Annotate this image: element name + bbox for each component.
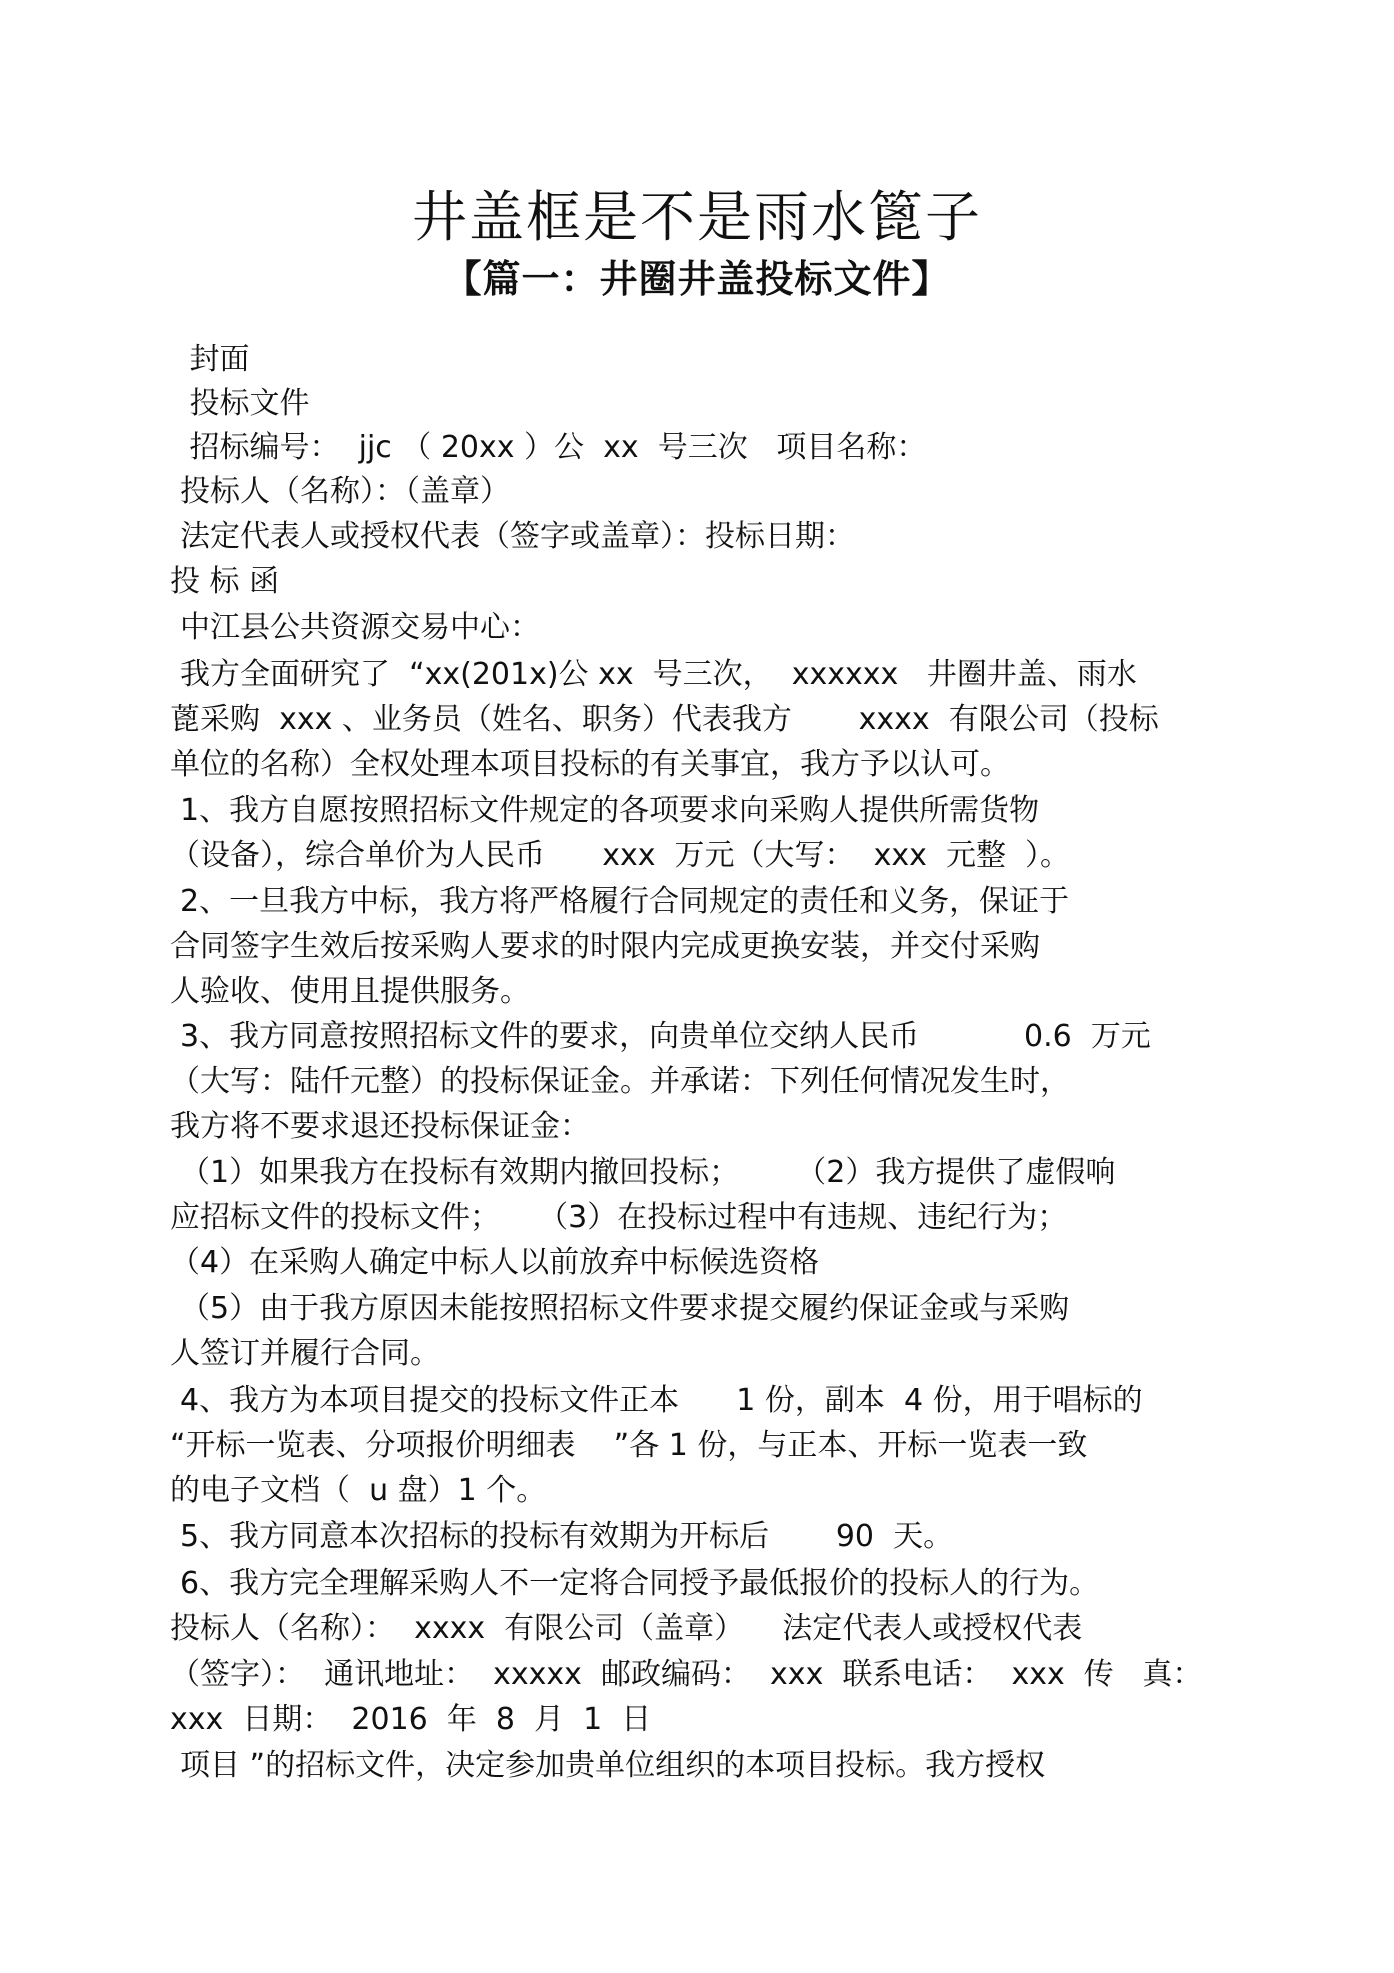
body-line: （4）在采购人确定中标人以前放弃中标候选资格 <box>170 1245 820 1280</box>
body-line: 法定代表人或授权代表（签字或盖章）：投标日期： <box>180 519 855 554</box>
body-line: （设备），综合单价为人民币 xxx 万元（大写： xxx 元整 ）。 <box>170 838 1071 873</box>
body-line: （1）如果我方在投标有效期内撤回投标； （2）我方提供了虚假响 <box>180 1155 1116 1190</box>
body-line: 的电子文档（ u 盘）1 个。 <box>170 1473 547 1508</box>
body-line: 2、一旦我方中标，我方将严格履行合同规定的责任和义务，保证于 <box>180 884 1070 919</box>
body-line: 6、我方完全理解采购人不一定将合同授予最低报价的投标人的行为。 <box>180 1566 1100 1601</box>
body-line: 人签订并履行合同。 <box>170 1336 440 1371</box>
document-title: 井盖框是不是雨水篦子 <box>411 185 982 249</box>
body-line: 3、我方同意按照招标文件的要求，向贵单位交纳人民币 0.6 万元 <box>180 1019 1151 1054</box>
body-line: 我方全面研究了 “xx(201x)公 xx 号三次， xxxxxx 井圈井盖、雨水 <box>180 657 1137 692</box>
body-line: 合同签字生效后按采购人要求的时限内完成更换安装，并交付采购 <box>170 929 1040 964</box>
body-line: 项目 ”的招标文件，决定参加贵单位组织的本项目投标。我方授权 <box>180 1748 1046 1783</box>
body-line: 我方将不要求退还投标保证金： <box>170 1109 590 1144</box>
body-line: 投 标 函 <box>170 564 280 599</box>
body-line: （5）由于我方原因未能按照招标文件要求提交履约保证金或与采购 <box>180 1291 1070 1326</box>
body-line: 蓖采购 xxx 、业务员（姓名、职务）代表我方 xxxx 有限公司（投标 <box>170 702 1159 737</box>
body-line: 4、我方为本项目提交的投标文件正本 1 份，副本 4 份，用于唱标的 <box>180 1383 1143 1418</box>
body-line: 招标编号： jjc （ 20xx ）公 xx 号三次 项目名称： <box>180 430 927 465</box>
body-line: 中江县公共资源交易中心： <box>180 610 540 645</box>
body-line: （大写：陆仟元整）的投标保证金。并承诺：下列任何情况发生时， <box>170 1064 1070 1099</box>
body-line: （签字）： 通讯地址： xxxxx 邮政编码： xxx 联系电话： xxx 传 真： <box>170 1657 1203 1692</box>
body-line: “开标一览表、分项报价明细表 ”各 1 份，与正本、开标一览表一致 <box>170 1428 1088 1463</box>
body-line: 封面 <box>180 342 250 377</box>
body-line: xxx 日期： 2016 年 8 月 1 日 <box>170 1702 652 1737</box>
body-line: 投标人（名称）：（盖章） <box>180 474 510 509</box>
body-line: 5、我方同意本次招标的投标有效期为开标后 90 天。 <box>180 1519 954 1554</box>
body-line: 投标人（名称）： xxxx 有限公司（盖章） 法定代表人或授权代表 <box>170 1611 1083 1646</box>
body-line: 应招标文件的投标文件； （3）在投标过程中有违规、违纪行为； <box>170 1200 1068 1235</box>
body-line: 1、我方自愿按照招标文件规定的各项要求向采购人提供所需货物 <box>180 793 1040 828</box>
document-subtitle: 【篇一：井圈井盖投标文件】 <box>443 257 951 301</box>
body-line: 单位的名称）全权处理本项目投标的有关事宜，我方予以认可。 <box>170 747 1010 782</box>
body-line: 投标文件 <box>180 386 310 421</box>
body-line: 人验收、使用且提供服务。 <box>170 974 530 1009</box>
